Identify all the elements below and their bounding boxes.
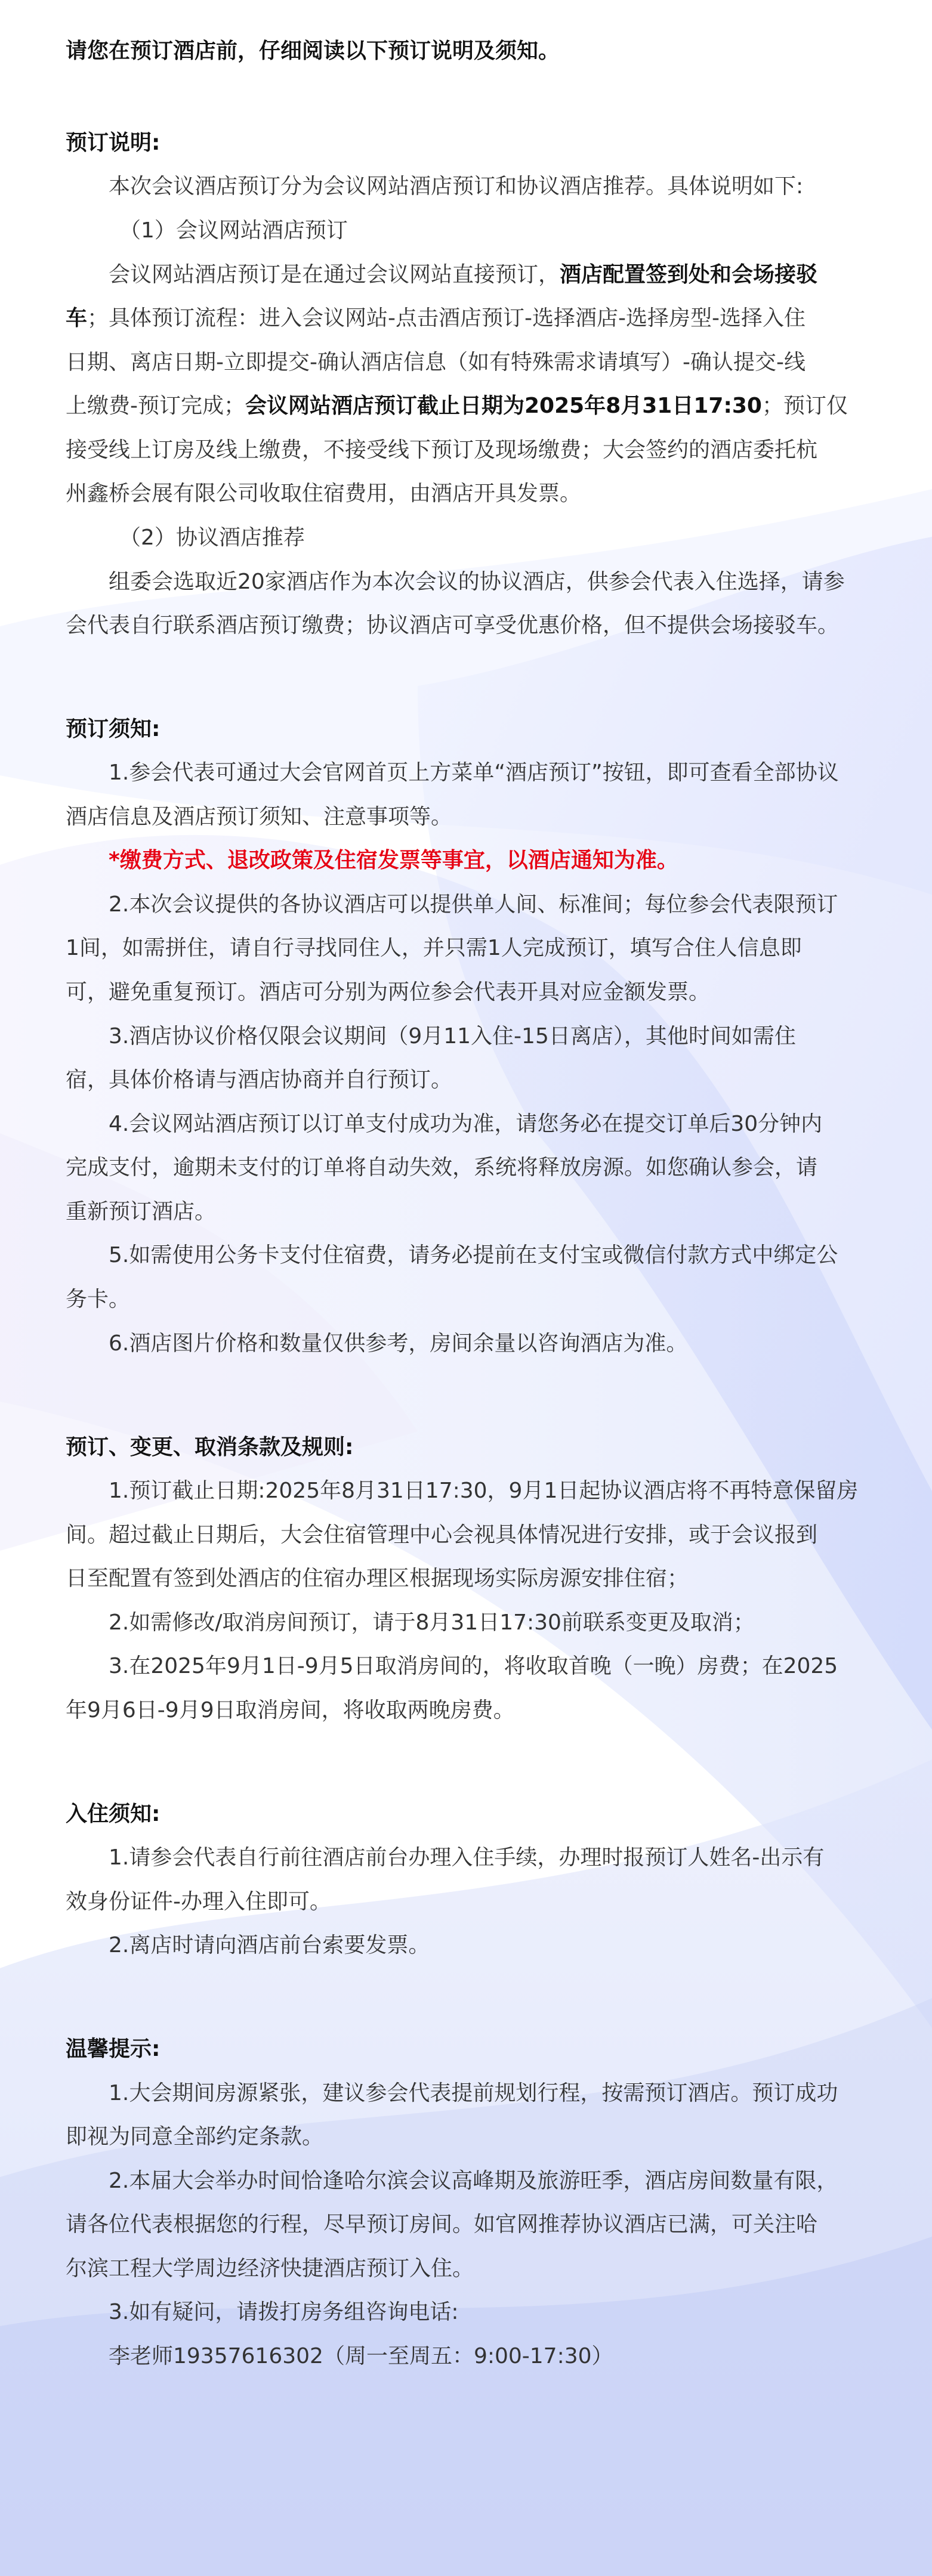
paragraph-line: 6.酒店图片价格和数量仅供参考，房间余量以咨询酒店为准。 <box>109 1331 688 1356</box>
paragraph-line: 年9月6日-9月9日取消房间，将收取两晚房费。 <box>66 1698 515 1723</box>
paragraph-line: 2.本次会议提供的各协议酒店可以提供单人间、标准间；每位参会代表限预订 <box>109 892 838 917</box>
paragraph-line: 5.如需使用公务卡支付住宿费，请务必提前在支付宝或微信付款方式中绑定公 <box>109 1243 838 1267</box>
paragraph-line: 宿，具体价格请与酒店协商并自行预订。 <box>66 1068 453 1092</box>
sub-heading-website-booking: （1）会议网站酒店预订 <box>119 218 348 243</box>
paragraph-line: 4.会议网站酒店预订以订单支付成功为准，请您务必在提交订单后30分钟内 <box>109 1112 823 1136</box>
paragraph-line: 1间，如需拼住，请自行寻找同住人，并只需1人完成预订，填写合住人信息即 <box>66 936 802 960</box>
paragraph-line: 酒店信息及酒店预订须知、注意事项等。 <box>66 805 453 829</box>
section-heading-checkin: 入住须知: <box>66 1802 161 1826</box>
paragraph-line: 接受线上订房及线上缴费，不接受线下预订及现场缴费；大会签约的酒店委托杭 <box>66 438 818 462</box>
paragraph-line: 完成支付，逾期未支付的订单将自动失效，系统将释放房源。如您确认参会，请 <box>66 1155 818 1180</box>
intro-heading: 请您在预订酒店前，仔细阅读以下预订说明及须知。 <box>66 39 560 63</box>
section-heading-explain: 预订说明: <box>66 131 161 155</box>
paragraph-line: 州鑫桥会展有限公司收取住宿费用，由酒店开具发票。 <box>66 481 582 506</box>
paragraph-line: 会议网站酒店预订是在通过会议网站直接预订，酒店配置签到处和会场接驳 <box>109 262 818 287</box>
paragraph-line: 2.本届大会举办时间恰逢哈尔滨会议高峰期及旅游旺季，酒店房间数量有限， <box>109 2169 838 2193</box>
paragraph-line: 1.大会期间房源紧张，建议参会代表提前规划行程，按需预订酒店。预订成功 <box>109 2081 838 2105</box>
paragraph-line: 可，避免重复预订。酒店可分别为两位参会代表开具对应金额发票。 <box>66 980 711 1004</box>
paragraph-line: 请各位代表根据您的行程，尽早预订房间。如官网推荐协议酒店已满，可关注哈 <box>66 2212 818 2237</box>
paragraph-line: 组委会选取近20家酒店作为本次会议的协议酒店，供参会代表入住选择，请参 <box>109 570 845 594</box>
paragraph-line: 重新预订酒店。 <box>66 1199 217 1224</box>
contact-phone: 李老师19357616302（周一至周五：9:00-17:30） <box>109 2344 613 2368</box>
paragraph-line: 车；具体预订流程：进入会议网站-点击酒店预订-选择酒店-选择房型-选择入住 <box>66 306 806 330</box>
paragraph-line: 日期、离店日期-立即提交-确认酒店信息（如有特殊需求请填写）-确认提交-线 <box>66 350 806 375</box>
paragraph-line: 1.预订截止日期:2025年8月31日17:30，9月1日起协议酒店将不再特意保留房 <box>109 1479 859 1503</box>
paragraph-line: 3.在2025年9月1日-9月5日取消房间的，将收取首晚（一晚）房费；在2025 <box>109 1654 838 1678</box>
section-heading-rules: 预订、变更、取消条款及规则: <box>66 1435 354 1459</box>
paragraph-line: 会代表自行联系酒店预订缴费；协议酒店可享受优惠价格，但不提供会场接驳车。 <box>66 613 840 638</box>
paragraph-line: 务卡。 <box>66 1287 131 1312</box>
warning-line: *缴费方式、退改政策及住宿发票等事宜，以酒店通知为准。 <box>109 848 678 873</box>
section-heading-notice: 预订须知: <box>66 717 161 741</box>
sub-heading-agreement-hotels: （2）协议酒店推荐 <box>119 525 305 550</box>
paragraph-line: 3.酒店协议价格仅限会议期间（9月11入住-15日离店），其他时间如需住 <box>109 1024 796 1049</box>
paragraph-line: 即视为同意全部约定条款。 <box>66 2124 324 2149</box>
paragraph-line: 1.参会代表可通过大会官网首页上方菜单“酒店预订”按钮，即可查看全部协议 <box>109 760 839 785</box>
paragraph-line: 间。超过截止日期后，大会住宿管理中心会视具体情况进行安排，或于会议报到 <box>66 1523 818 1547</box>
section-heading-tips: 温馨提示: <box>66 2037 161 2061</box>
paragraph-line: 2.离店时请向酒店前台索要发票。 <box>109 1933 430 1957</box>
paragraph-line: 尔滨工程大学周边经济快捷酒店预订入住。 <box>66 2256 474 2281</box>
paragraph-line: 3.如有疑问，请拨打房务组咨询电话: <box>109 2300 459 2324</box>
paragraph-line: 效身份证件-办理入住即可。 <box>66 1890 331 1914</box>
paragraph-line: 本次会议酒店预订分为会议网站酒店预订和协议酒店推荐。具体说明如下: <box>109 174 804 199</box>
paragraph-line: 1.请参会代表自行前往酒店前台办理入住手续，办理时报预订人姓名-出示有 <box>109 1845 825 1870</box>
paragraph-line: 上缴费-预订完成；会议网站酒店预订截止日期为2025年8月31日17:30；预订仅 <box>66 394 848 418</box>
paragraph-line: 日至配置有签到处酒店的住宿办理区根据现场实际房源安排住宿； <box>66 1566 689 1591</box>
paragraph-line: 2.如需修改/取消房间预订，请于8月31日17:30前联系变更及取消； <box>109 1610 755 1635</box>
